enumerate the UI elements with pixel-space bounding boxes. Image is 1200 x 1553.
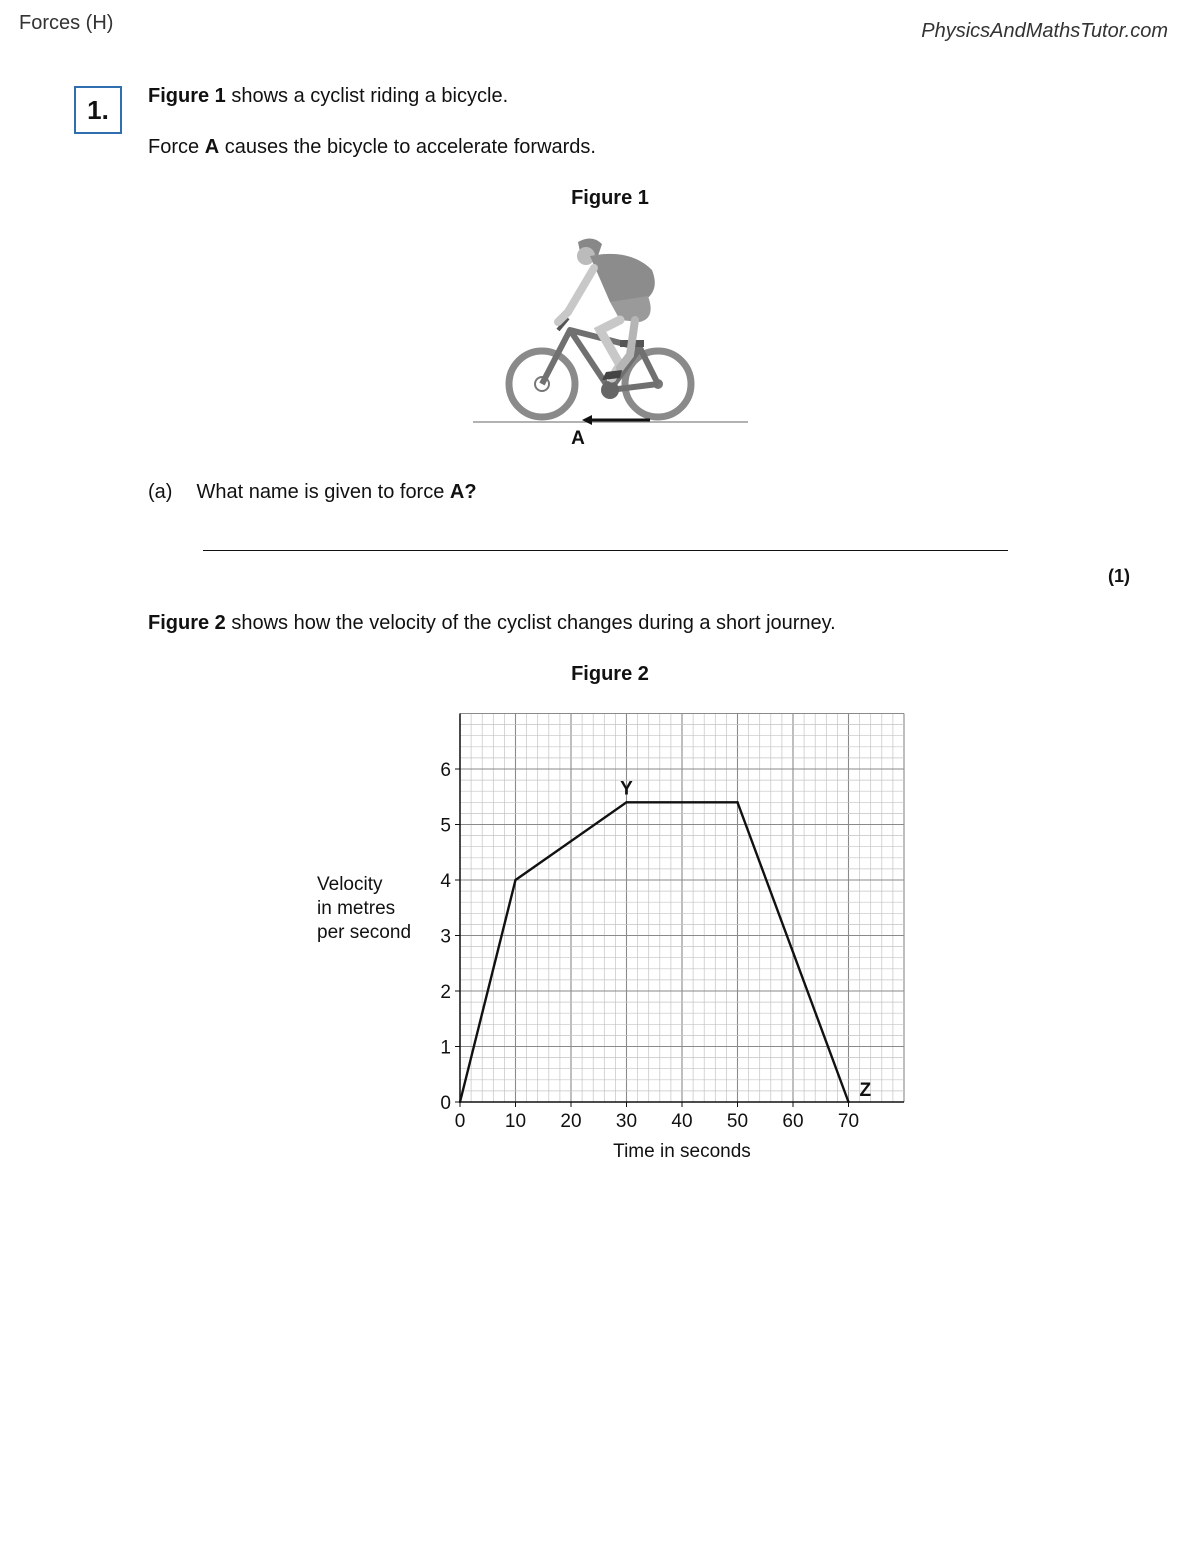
series-line-velocity — [460, 802, 849, 1102]
x-tick-label: 10 — [504, 1111, 527, 1132]
figure2-title: Figure 2 — [571, 663, 649, 685]
data-point — [736, 801, 738, 803]
y-axis-label-line: in metres — [317, 898, 396, 919]
annotation-y: Y — [620, 778, 633, 800]
y-tick-label: 0 — [440, 1093, 451, 1114]
figure2-intro-text: shows how the velocity of the cyclist changes during a short journey. — [225, 612, 836, 634]
x-tick-label: 30 — [615, 1111, 638, 1132]
x-tick-label: 20 — [560, 1111, 582, 1132]
chart-grid — [460, 714, 904, 1103]
part-a-text: What name is given to force — [196, 481, 450, 503]
force-a-pre: Force — [148, 136, 205, 158]
x-tick-label: 50 — [726, 1111, 749, 1132]
force-a-line — [148, 136, 596, 159]
page-header-left: Forces (H) — [19, 12, 114, 34]
part-a-label: (a) — [148, 481, 173, 503]
force-a-label: A — [571, 428, 585, 449]
part-a-question — [148, 481, 477, 504]
data-point — [625, 801, 627, 803]
figure2-intro-line — [148, 612, 836, 635]
answer-line[interactable] — [203, 550, 1008, 551]
y-tick-label: 3 — [440, 926, 451, 948]
y-axis-label-line: per second — [317, 922, 412, 943]
force-a-bold: A — [204, 136, 220, 158]
question-intro-line — [148, 85, 508, 108]
x-tick-label: 40 — [671, 1111, 693, 1132]
figure1-title: Figure 1 — [571, 187, 649, 209]
data-point — [514, 879, 516, 881]
intro-text: shows a cyclist riding a bicycle. — [225, 85, 509, 107]
y-axis-label-line: Velocity — [317, 874, 383, 895]
chart-axes — [455, 714, 904, 1108]
data-point — [459, 1101, 461, 1103]
question-number-box: 1. — [74, 86, 122, 134]
data-point — [847, 1101, 849, 1103]
page-header-right: PhysicsAndMathsTutor.com — [921, 20, 1168, 42]
x-tick-label: 70 — [837, 1111, 860, 1132]
figure1-ref: Figure 1 — [148, 85, 226, 107]
y-tick-label: 5 — [440, 815, 451, 837]
y-tick-label: 6 — [440, 760, 451, 781]
force-a-post: causes the bicycle to accelerate forwards. — [219, 136, 596, 158]
y-tick-label: 4 — [440, 871, 451, 892]
marks-label: (1) — [1108, 566, 1130, 586]
x-axis-label: Time in seconds — [613, 1141, 751, 1162]
y-tick-label: 1 — [440, 1037, 451, 1059]
x-tick-label: 60 — [782, 1111, 804, 1132]
part-a-end: ? — [464, 481, 477, 503]
figure2-ref: Figure 2 — [148, 612, 226, 634]
annotation-z: Z — [859, 1080, 872, 1101]
y-tick-label: 2 — [440, 982, 451, 1003]
cyclist-figure — [470, 230, 755, 450]
cyclist-illustration — [473, 238, 748, 425]
x-tick-label: 0 — [454, 1111, 466, 1132]
part-a-bold: A — [449, 481, 465, 503]
velocity-time-chart — [300, 700, 940, 1180]
